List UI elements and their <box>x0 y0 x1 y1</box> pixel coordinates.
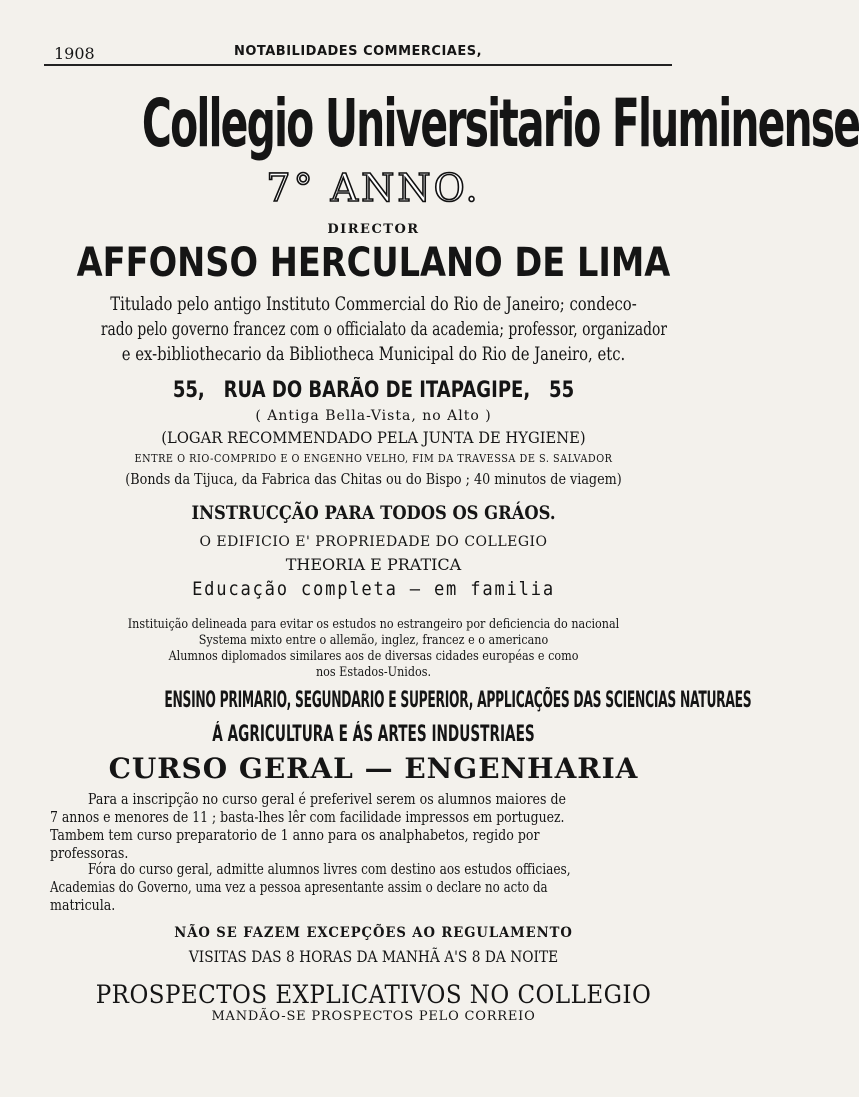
address-street: 55, RUA DO BARÃO DE ITAPAGIPE, 55 <box>172 378 575 403</box>
header-rule <box>44 64 672 66</box>
visiting-hours: VISITAS DAS 8 HORAS DA MANHÃ A'S 8 DA NOITE <box>188 947 559 966</box>
instruction-heading: INSTRUCÇÃO PARA TODOS OS GRÁOS. <box>191 502 556 524</box>
college-year: 7° ANNO. <box>266 166 481 210</box>
institution-line-2: Systema mixto entre o allemão, inglez, francez e o americano <box>198 633 549 648</box>
page-header <box>44 40 672 66</box>
institution-line-3: Alumnos diplomados similares aos de diversas cidades européas e como <box>168 649 579 664</box>
prospectus-notice: PROSPECTOS EXPLICATIVOS NO COLLEGIO <box>95 980 652 1009</box>
director-name: AFFONSO HERCULANO DE LIMA <box>76 240 671 286</box>
college-name: Collegio Universitario Fluminense <box>141 85 859 162</box>
building-statement: O EDIFICIO E' PROPRIEDADE DO COLLEGIO <box>199 534 548 550</box>
credentials-line-1: Titulado pelo antigo Instituto Commercial do Rio de Janeiro; condeco- <box>110 293 637 315</box>
terms-paragraph-1-line-4: professoras. <box>50 844 129 862</box>
terms-paragraph-1-line-1: Para a inscripção no curso geral é preferivel serem os alumnos maiores de <box>88 790 567 808</box>
director-label: DIRECTOR <box>327 222 420 237</box>
terms-paragraph-1-line-2: 7 annos e menores de 11 ; basta-lhes lêr com facilidade impressos em portuguez. <box>50 808 565 826</box>
course-heading: CURSO GERAL — ENGENHARIA <box>108 752 639 785</box>
mail-notice: MANDÃO-SE PROSPECTOS PELO CORREIO <box>211 1009 536 1024</box>
address-recommendation: (LOGAR RECOMMENDADO PELA JUNTA DE HYGIENE) <box>161 428 586 447</box>
teaching-levels: ENSINO PRIMARIO, SEGUNDARIO E SUPERIOR, APPLICAÇÕES DAS SCIENCIAS NATURAES <box>164 688 752 713</box>
credentials-line-2: rado pelo governo francez com o officialato da academia; professor, organizador <box>100 318 668 340</box>
agriculture-industry: Á AGRICULTURA E ÁS ARTES INDUSTRIAES <box>212 722 535 747</box>
institution-line-4: nos Estados-Unidos. <box>315 665 432 680</box>
page-year: 1908 <box>54 44 95 63</box>
terms-paragraph-2-line-3: matricula. <box>50 896 116 914</box>
terms-paragraph-2-line-2: Academias do Governo, uma vez a pessoa apresentante assim o declare no acto da <box>50 878 548 896</box>
theory-practice: THEORIA E PRATICA <box>285 555 462 574</box>
address-between: ENTRE O RIO-COMPRIDO E O ENGENHO VELHO, FIM DA TRAVESSA DE S. SALVADOR <box>134 452 613 465</box>
terms-paragraph-1-line-3: Tambem tem curso preparatorio de 1 anno para os analphabetos, regido por <box>50 826 540 844</box>
address-transport: (Bonds da Tijuca, da Fabrica das Chitas ou do Bispo ; 40 minutos de viagem) <box>125 470 622 488</box>
regulation-notice: NÃO SE FAZEM EXCEPÇÕES AO REGULAMENTO <box>174 925 573 941</box>
address-former-name: ( Antiga Bella-Vista, no Alto ) <box>255 408 492 424</box>
terms-paragraph-2-line-1: Fóra do curso geral, admitte alumnos livres com destino aos estudos officiaes, <box>88 860 571 878</box>
credentials-line-3: e ex-bibliothecario da Bibliotheca Municipal do Rio de Janeiro, etc. <box>121 343 626 365</box>
education-tagline: Educação completa — em familia <box>192 578 555 600</box>
institution-line-1: Instituição delineada para evitar os estudos no estrangeiro por deficiencia do nacional <box>127 617 620 632</box>
publication-title: NOTABILIDADES COMMERCIAES, <box>233 44 483 59</box>
